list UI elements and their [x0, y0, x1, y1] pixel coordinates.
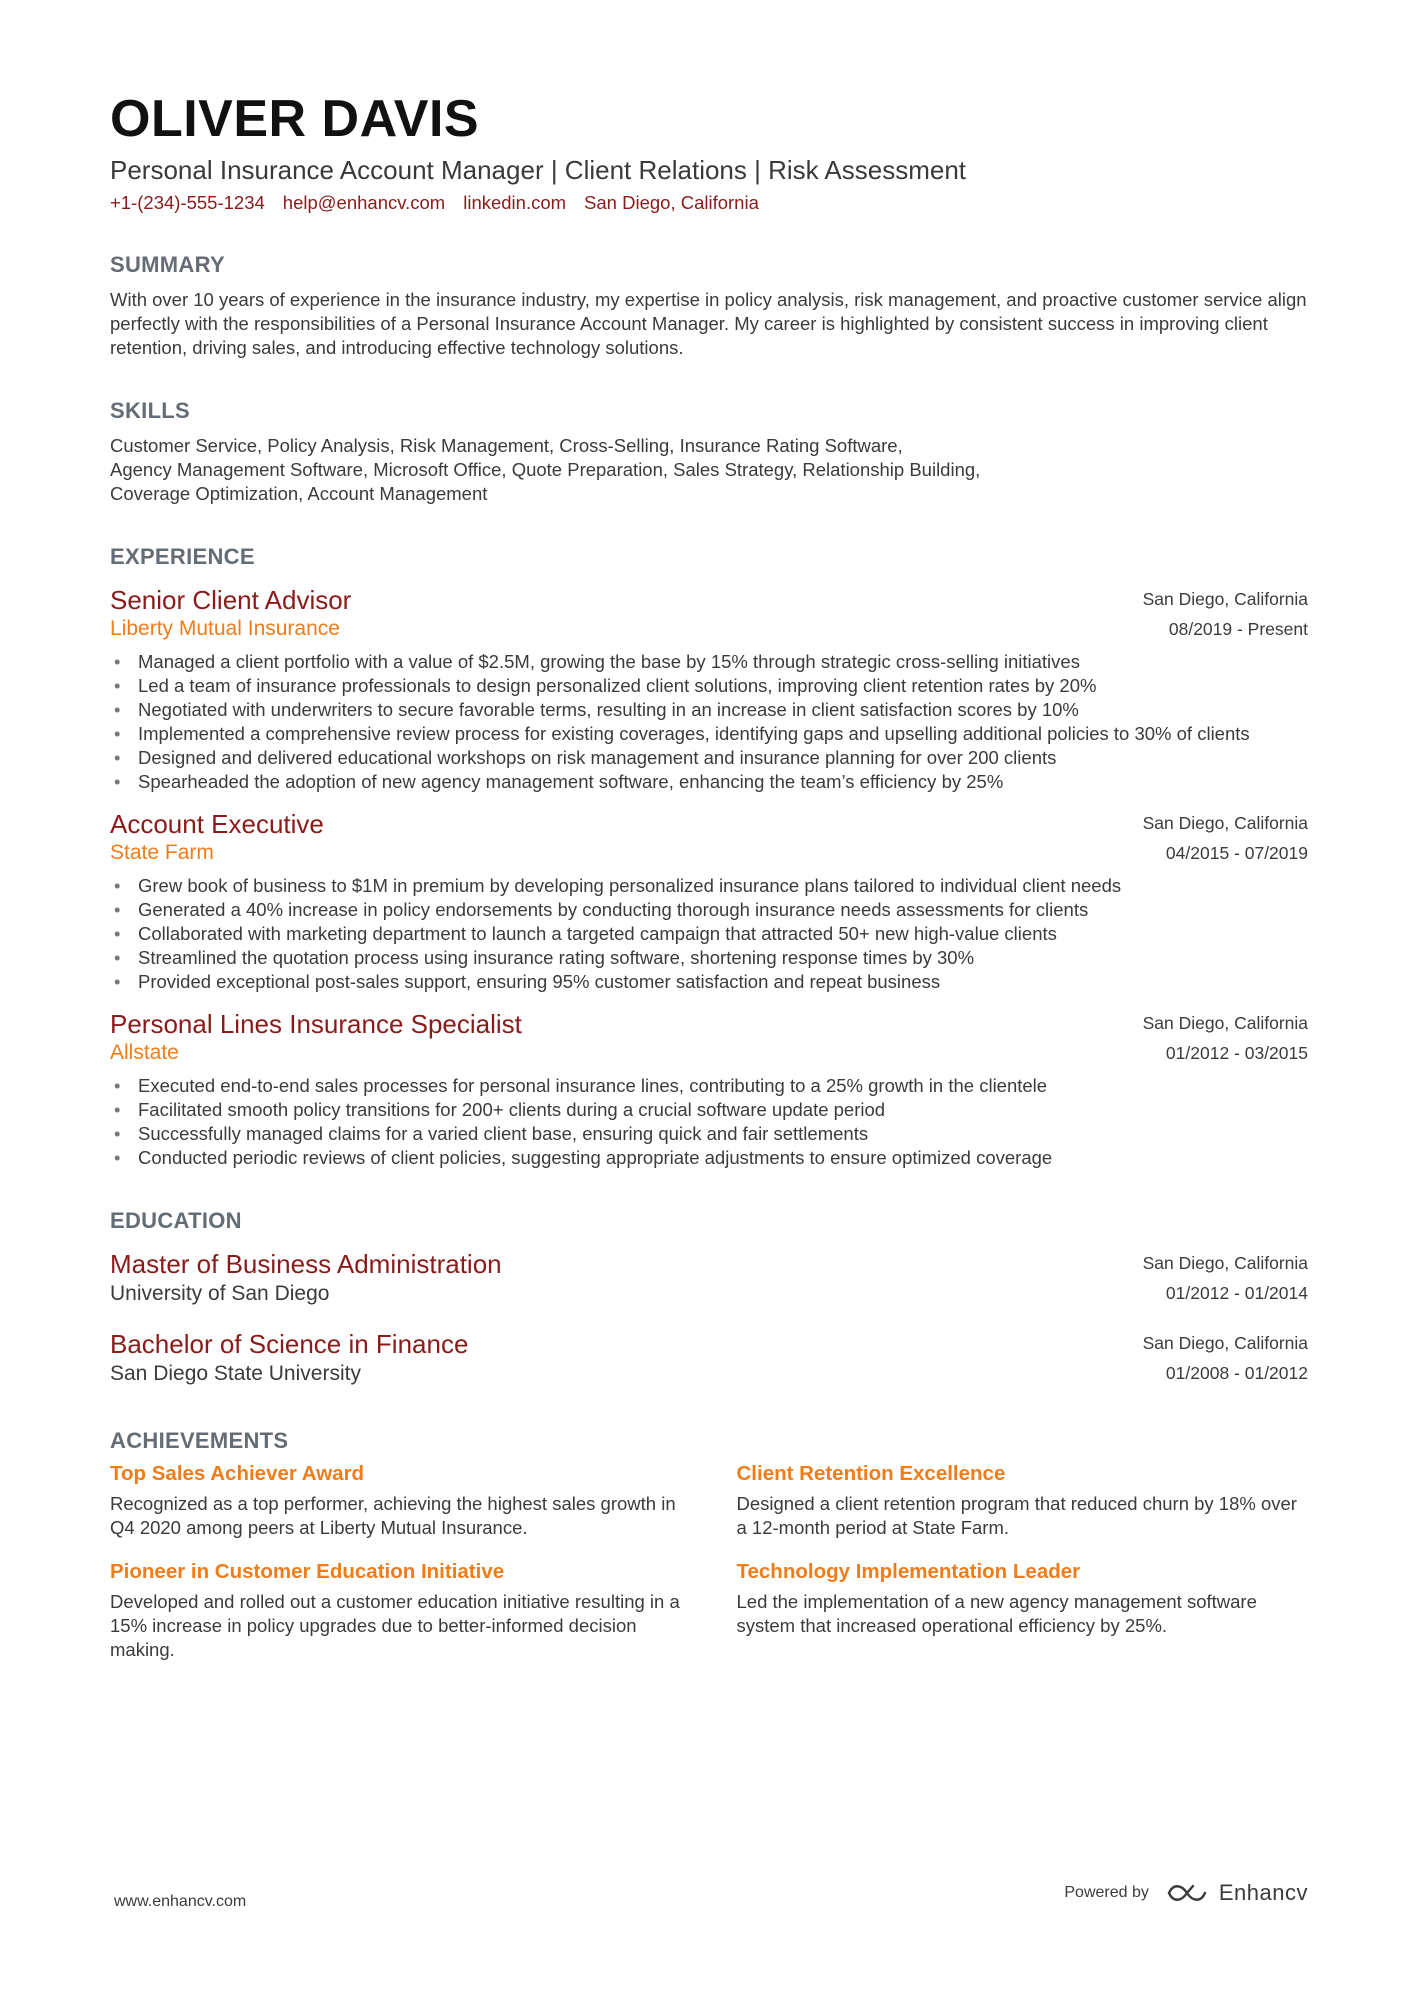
education-entry [110, 1248, 1308, 1308]
skills-section [110, 398, 1308, 506]
contact-linkedin[interactable]: linkedin.com [463, 191, 567, 213]
job-role: Account Executive [110, 808, 324, 839]
summary-title: SUMMARY [110, 251, 225, 277]
education-section [110, 1208, 1308, 1388]
achievements-section [110, 1428, 1308, 1662]
job-bullet: • Implemented a comprehensive review process for existing coverages, identifying gaps and upselling additional policies to 30% of clients [114, 722, 1250, 744]
achievement-item [110, 1558, 682, 1662]
contact-location: San Diego, California [584, 191, 759, 213]
enhancv-logo-icon [1165, 1880, 1209, 1906]
achievement-item [737, 1460, 1309, 1540]
job-bullet: • Collaborated with marketing department to launch a targeted campaign that attracted 50+ new high-value clients [114, 922, 1057, 944]
skills-line: Customer Service, Policy Analysis, Risk Management, Cross-Selling, Insurance Rating Software, [110, 434, 903, 456]
experience-entry [110, 584, 1308, 794]
contact-row [110, 192, 1308, 214]
education-location: San Diego, California [1142, 1332, 1308, 1353]
resume-page [110, 92, 1308, 1662]
education-dates: 01/2008 - 01/2012 [1165, 1362, 1308, 1383]
footer-powered [1064, 1880, 1308, 1906]
experience-entry [110, 808, 1308, 994]
job-bullet: • Managed a client portfolio with a value of $2.5M, growing the base by 15% through strategic cross-selling initiatives [114, 650, 1080, 672]
powered-by-label: Powered by [1064, 1884, 1149, 1901]
education-title: EDUCATION [110, 1207, 242, 1233]
job-bullet: • Generated a 40% increase in policy endorsements by conducting thorough insurance needs assessments for clients [114, 898, 1089, 920]
education-dates: 01/2012 - 01/2014 [1165, 1282, 1308, 1303]
contact-phone[interactable]: +1-(234)-555-1234 [110, 191, 265, 213]
experience-title: EXPERIENCE [110, 543, 255, 569]
job-dates: 01/2012 - 03/2015 [1165, 1042, 1308, 1063]
experience-section [110, 544, 1308, 1170]
skills-line: Agency Management Software, Microsoft Office, Quote Preparation, Sales Strategy, Relationship Building, [110, 458, 981, 480]
summary-section [110, 252, 1308, 360]
education-entry [110, 1328, 1308, 1388]
achievement-desc: Developed and rolled out a customer education initiative resulting in a 15% increase in policy upgrades due to better-informed decision making. [110, 1590, 680, 1660]
job-bullet: • Designed and delivered educational workshops on risk management and insurance planning for over 200 clients [114, 746, 1057, 768]
job-company: Liberty Mutual Insurance [110, 616, 340, 640]
job-company: Allstate [110, 1040, 179, 1064]
education-location: San Diego, California [1142, 1252, 1308, 1273]
job-bullet: • Facilitated smooth policy transitions for 200+ clients during a crucial software update period [114, 1098, 886, 1120]
job-location: San Diego, California [1142, 588, 1308, 609]
summary-text: With over 10 years of experience in the insurance industry, my expertise in policy analysis, risk management, and proactive customer service align perfectly with the responsibilities of a Personal Insurance Account Manager. My career is highlighted by consistent success in improving client retention, driving sales, and introducing effective technology solutions. [110, 288, 1307, 358]
achievement-desc: Designed a client retention program that reduced churn by 18% over a 12-month period at State Farm. [736, 1492, 1297, 1538]
job-bullets [110, 1074, 1308, 1170]
job-bullet: • Executed end-to-end sales processes for personal insurance lines, contributing to a 25% growth in the clientele [114, 1074, 1048, 1096]
achievement-title: Top Sales Achiever Award [110, 1461, 365, 1485]
contact-email[interactable]: help@enhancv.com [282, 191, 446, 213]
achievement-title: Pioneer in Customer Education Initiative [110, 1559, 505, 1583]
experience-entry [110, 1008, 1308, 1170]
job-company: State Farm [110, 840, 214, 864]
school: University of San Diego [110, 1281, 330, 1305]
achievement-item [110, 1460, 682, 1540]
job-location: San Diego, California [1142, 812, 1308, 833]
achievement-title: Client Retention Excellence [736, 1461, 1006, 1485]
achievement-item [737, 1558, 1309, 1662]
job-bullet: • Provided exceptional post-sales support, ensuring 95% customer satisfaction and repeat business [114, 970, 941, 992]
job-dates: 08/2019 - Present [1168, 618, 1308, 639]
achievement-desc: Led the implementation of a new agency management software system that increased operational efficiency by 25%. [736, 1590, 1257, 1636]
job-bullets [110, 874, 1308, 994]
job-bullets [110, 650, 1308, 794]
achievement-title: Technology Implementation Leader [736, 1559, 1081, 1583]
degree: Master of Business Administration [110, 1248, 502, 1279]
job-bullet: • Led a team of insurance professionals to design personalized client solutions, improving client retention rates by 20% [114, 674, 1097, 696]
job-bullet: • Conducted periodic reviews of client policies, suggesting appropriate adjustments to ensure optimized coverage [114, 1146, 1053, 1168]
job-bullet: • Streamlined the quotation process using insurance rating software, shortening response times by 30% [114, 946, 975, 968]
job-role: Senior Client Advisor [110, 584, 352, 615]
enhancv-brand[interactable] [1165, 1880, 1308, 1906]
footer-website[interactable]: www.enhancv.com [114, 1893, 247, 1910]
brand-name: Enhancv [1218, 1880, 1308, 1905]
candidate-name: OLIVER DAVIS [110, 90, 480, 148]
candidate-headline: Personal Insurance Account Manager | Client Relations | Risk Assessment [110, 154, 967, 185]
job-bullet: • Grew book of business to $1M in premium by developing personalized insurance plans tailored to individual client needs [114, 874, 1122, 896]
achievements-title: ACHIEVEMENTS [110, 1427, 289, 1453]
job-bullet: • Successfully managed claims for a varied client base, ensuring quick and fair settlements [114, 1122, 869, 1144]
job-bullet: • Negotiated with underwriters to secure favorable terms, resulting in an increase in client satisfaction scores by 10% [114, 698, 1079, 720]
skills-title: SKILLS [110, 397, 191, 423]
job-bullet: • Spearheaded the adoption of new agency management software, enhancing the team’s efficiency by 25% [114, 770, 1004, 792]
achievement-desc: Recognized as a top performer, achieving the highest sales growth in Q4 2020 among peers at Liberty Mutual Insurance. [110, 1492, 676, 1538]
job-role: Personal Lines Insurance Specialist [110, 1008, 522, 1039]
job-dates: 04/2015 - 07/2019 [1165, 842, 1308, 863]
school: San Diego State University [110, 1361, 361, 1385]
job-location: San Diego, California [1142, 1012, 1308, 1033]
degree: Bachelor of Science in Finance [110, 1328, 469, 1359]
skills-line: Coverage Optimization, Account Management [110, 482, 488, 504]
